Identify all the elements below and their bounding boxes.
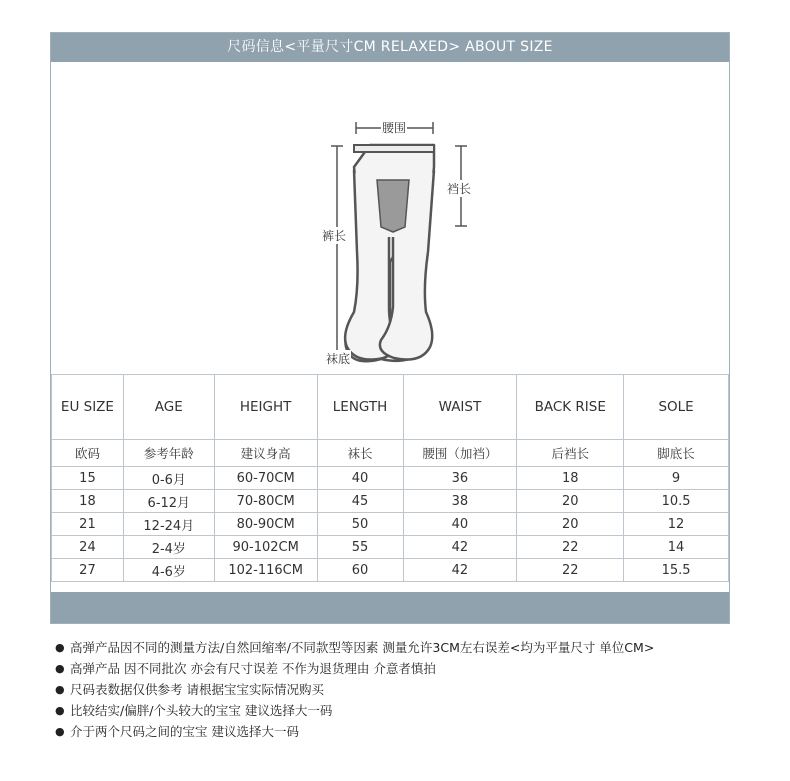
note-text: 尺码表数据仅供参考 请根据宝宝实际情况购买 <box>70 682 324 697</box>
column-subheader: 袜长 <box>317 440 403 467</box>
size-table <box>51 374 729 582</box>
size-chart-panel <box>50 32 730 624</box>
rise-label: 裆长 <box>447 182 472 196</box>
table-row <box>52 467 729 490</box>
bullet-icon: ● <box>55 641 65 654</box>
table-cell: 90-102CM <box>214 536 317 559</box>
table-cell: 20 <box>517 490 624 513</box>
bullet-icon: ● <box>55 725 65 738</box>
column-subheader: 参考年龄 <box>123 440 214 467</box>
table-header-row <box>52 375 729 440</box>
table-cell: 50 <box>317 513 403 536</box>
table-cell: 14 <box>624 536 729 559</box>
column-header: BACK RISE <box>517 375 624 440</box>
size-notes <box>54 637 774 742</box>
table-cell: 22 <box>517 536 624 559</box>
table-cell: 42 <box>403 559 517 582</box>
column-subheader: 腰围（加裆） <box>403 440 517 467</box>
size-chart-title: 尺码信息<平量尺寸CM RELAXED> ABOUT SIZE <box>51 33 729 62</box>
note-text: 高弹产品 因不同批次 亦会有尺寸误差 不作为退货理由 介意者慎拍 <box>70 661 436 676</box>
table-cell: 42 <box>403 536 517 559</box>
column-header: AGE <box>123 375 214 440</box>
table-cell: 80-90CM <box>214 513 317 536</box>
table-cell: 55 <box>317 536 403 559</box>
table-cell: 45 <box>317 490 403 513</box>
table-cell: 9 <box>624 467 729 490</box>
table-cell: 10.5 <box>624 490 729 513</box>
table-cell: 20 <box>517 513 624 536</box>
table-cell: 6-12月 <box>123 490 214 513</box>
column-subheader: 脚底长 <box>624 440 729 467</box>
table-cell: 18 <box>52 490 124 513</box>
table-cell: 18 <box>517 467 624 490</box>
table-cell: 21 <box>52 513 124 536</box>
note-item <box>54 679 774 700</box>
table-cell: 40 <box>317 467 403 490</box>
table-cell: 60 <box>317 559 403 582</box>
bullet-icon: ● <box>55 683 65 696</box>
table-cell: 70-80CM <box>214 490 317 513</box>
note-item <box>54 700 774 721</box>
column-header: SOLE <box>624 375 729 440</box>
table-row <box>52 536 729 559</box>
panel-footer-bar <box>51 592 729 623</box>
tights-diagram <box>51 62 729 374</box>
table-cell: 15 <box>52 467 124 490</box>
note-item <box>54 721 774 742</box>
table-cell: 38 <box>403 490 517 513</box>
table-cell: 15.5 <box>624 559 729 582</box>
table-cell: 27 <box>52 559 124 582</box>
bullet-icon: ● <box>55 704 65 717</box>
table-cell: 102-116CM <box>214 559 317 582</box>
table-cell: 24 <box>52 536 124 559</box>
column-header: HEIGHT <box>214 375 317 440</box>
column-header: EU SIZE <box>52 375 124 440</box>
table-cell: 22 <box>517 559 624 582</box>
tights-illustration <box>51 62 729 374</box>
length-label: 裤长 <box>322 229 347 243</box>
crotch-gusset <box>377 180 409 232</box>
table-cell: 12-24月 <box>123 513 214 536</box>
column-header: LENGTH <box>317 375 403 440</box>
note-text: 高弹产品因不同的测量方法/自然回缩率/不同款型等因素 测量允许3CM左右误差<均为平量尺寸 单位CM> <box>70 640 655 655</box>
table-cell: 40 <box>403 513 517 536</box>
table-row <box>52 490 729 513</box>
column-header: WAIST <box>403 375 517 440</box>
waist-label: 腰围 <box>382 121 407 135</box>
table-cell: 4-6岁 <box>123 559 214 582</box>
table-cell: 0-6月 <box>123 467 214 490</box>
bullet-icon: ● <box>55 662 65 675</box>
note-text: 介于两个尺码之间的宝宝 建议选择大一码 <box>70 724 299 739</box>
table-row <box>52 559 729 582</box>
table-row <box>52 513 729 536</box>
note-item <box>54 658 774 679</box>
column-subheader: 后裆长 <box>517 440 624 467</box>
column-subheader: 欧码 <box>52 440 124 467</box>
waistband <box>354 145 434 152</box>
note-text: 比较结实/偏胖/个头较大的宝宝 建议选择大一码 <box>70 703 333 718</box>
table-cell: 60-70CM <box>214 467 317 490</box>
table-subheader-row <box>52 440 729 467</box>
table-cell: 12 <box>624 513 729 536</box>
sole-label: 袜底 <box>326 352 351 366</box>
table-cell: 2-4岁 <box>123 536 214 559</box>
column-subheader: 建议身高 <box>214 440 317 467</box>
note-item <box>54 637 774 658</box>
table-cell: 36 <box>403 467 517 490</box>
